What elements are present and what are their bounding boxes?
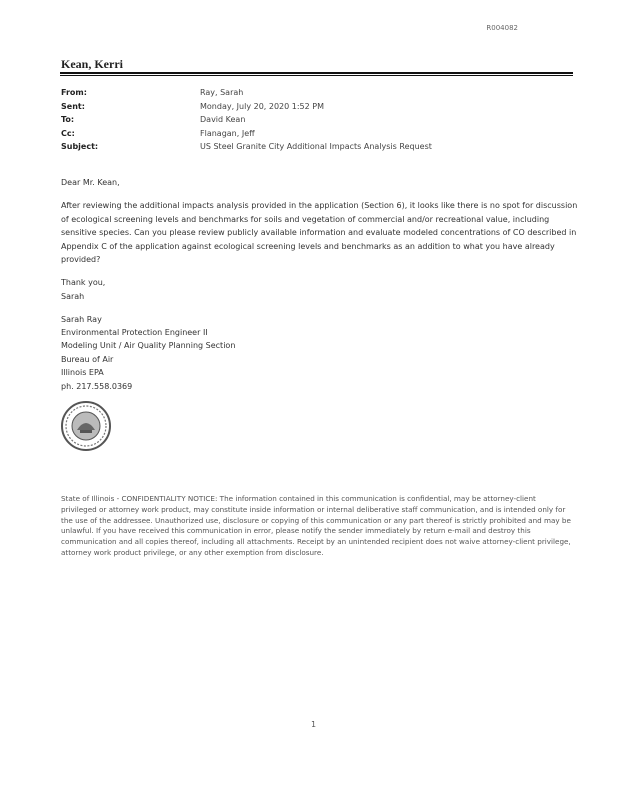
cc-label: Cc:	[61, 128, 75, 138]
to-value: David Kean	[200, 115, 246, 125]
signature-unit: Modeling Unit / Air Quality Planning Section	[61, 341, 236, 351]
signature-bureau: Bureau of Air	[61, 354, 114, 364]
cc-value: Flanagan, Jeff	[200, 128, 255, 138]
header-subject-row	[61, 140, 432, 154]
header-cc-row	[61, 127, 432, 141]
salutation: Dear Mr. Kean,	[61, 178, 120, 187]
email-body	[61, 176, 581, 393]
body-paragraph: After reviewing the additional impacts analysis provided in the application (Section 6), it looks like there is no spot for discussion of ecological screening levels and benchmarks for soils and vegetation of commercial and/or recreational value, including sensitive species. Can you please review publicly available information and evaluate modeled concentrations of CO described in Appendix C of the application against ecological screening levels and benchmarks as an addition to what you have already provided?	[61, 201, 578, 264]
page-number: 1	[311, 720, 317, 729]
header-from-row	[61, 86, 432, 100]
header-to-row	[61, 113, 432, 127]
header-rule-thin	[60, 75, 573, 76]
signature-title: Environmental Protection Engineer II	[61, 327, 208, 337]
signature-name: Sarah Ray	[61, 314, 102, 324]
sent-value: Monday, July 20, 2020 1:52 PM	[200, 101, 324, 111]
illinois-epa-seal-icon	[60, 400, 112, 452]
closing	[61, 276, 581, 303]
closing-line: Sarah	[61, 291, 85, 301]
from-value: Ray, Sarah	[200, 88, 244, 97]
header-sent-row	[61, 100, 432, 114]
signature-agency: Illinois EPA	[61, 368, 104, 378]
signature-phone: ph. 217.558.0369	[61, 381, 133, 391]
header-rule-thick	[60, 72, 573, 74]
confidentiality-notice: State of Illinois - CONFIDENTIALITY NOTICE: The information contained in this communication is confidential, may be attorney-client privileged or attorney work product, may constitute inside information or internal deliberative staff communication, and is intended only for the use of the addressee. Unauthorized use, disclosure or copying of this communication or any part thereof is strictly prohibited and may be unlawful. If you have received this communication in error, please notify the sender immediately by return e-mail and destroy this communication and all copies thereof, including all attachments. Receipt by an unintended recipient does not waive attorney-client privilege, attorney work product privilege, or any other exemption from disclosure.	[61, 494, 571, 557]
closing-line: Thank you,	[61, 278, 106, 287]
subject-value: US Steel Granite City Additional Impacts Analysis Request	[200, 142, 432, 152]
email-header-block	[61, 86, 432, 154]
from-label: From:	[61, 88, 87, 97]
signature-block	[61, 313, 581, 393]
subject-label: Subject:	[61, 142, 99, 152]
to-label: To:	[61, 115, 75, 125]
bates-number: R004082	[486, 24, 518, 32]
mailbox-owner-name: Kean, Kerri	[61, 57, 123, 71]
sent-label: Sent:	[61, 101, 85, 111]
